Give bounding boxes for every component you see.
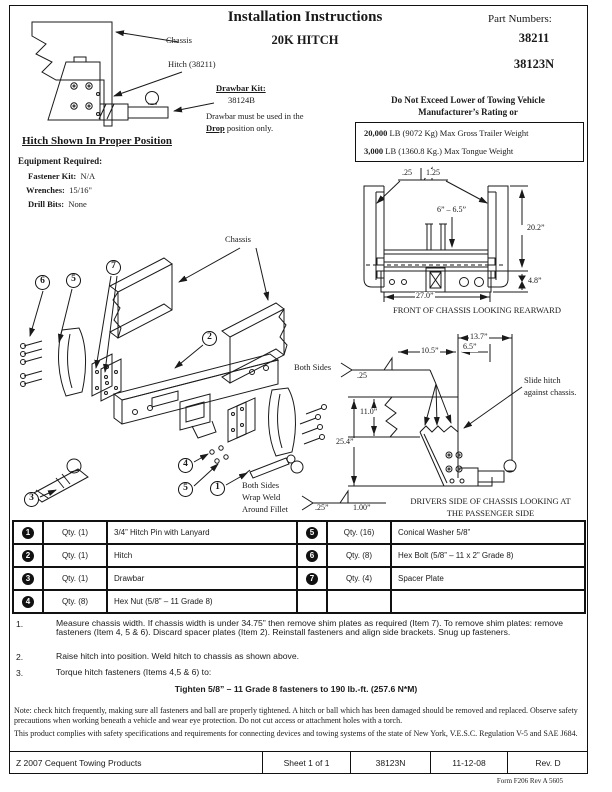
- weld-size-label: .25: [357, 371, 367, 380]
- dim-label-web: 11.0”: [360, 407, 378, 416]
- part-desc: Hitch: [114, 551, 133, 560]
- sheet-number: Sheet 1 of 1: [283, 758, 330, 768]
- hitch-label: Hitch (38211): [168, 59, 216, 69]
- part-desc-cell: [391, 590, 585, 613]
- drivers-view-caption-line1: DRIVERS SIDE OF CHASSIS LOOKING AT: [410, 496, 571, 506]
- part-number-2: 38123N: [513, 57, 555, 71]
- part-qty: Qty. (8): [61, 597, 89, 606]
- part-desc: Hex Bolt (5/8” – 11 x 2” Grade 8): [398, 551, 514, 560]
- drawbar-note-rest: position only.: [224, 123, 274, 133]
- step-text: Raise hitch into position. Weld hitch to chassis as shown above.: [56, 651, 299, 661]
- part-qty: Qty. (1): [61, 551, 89, 560]
- part-qty: Qty. (1): [61, 574, 89, 583]
- item-number-badge: 5: [306, 527, 318, 539]
- callout-2: 2: [202, 331, 217, 346]
- dim-label-drop: 4.8”: [528, 276, 542, 285]
- compliance-note: This product complies with safety specifications and requirements for connecting devices and towing systems of the state of New York, V.E.S.C. Regulation V-5 and SAE J684.: [14, 729, 578, 738]
- front-view-lineart: [364, 168, 528, 302]
- callout-7: 7: [106, 260, 121, 275]
- weld-size-label: .25: [402, 168, 412, 177]
- part-item-cell: [13, 521, 43, 544]
- date-cell: [430, 752, 507, 774]
- page-title: Installation Instructions: [227, 9, 383, 25]
- part-desc-cell: [391, 544, 585, 567]
- item-number-badge: 3: [22, 573, 34, 585]
- part-desc-cell: [107, 567, 297, 590]
- item-number-badge: 6: [306, 550, 318, 562]
- item-number-badge: 4: [22, 596, 34, 608]
- step-text: Torque hitch fasteners (Items 4,5 & 6) to:: [56, 667, 212, 677]
- equipment-label: Wrenches:: [26, 185, 65, 195]
- part-qty-cell: [43, 567, 107, 590]
- part-item-cell: [13, 567, 43, 590]
- part-qty-cell: [43, 521, 107, 544]
- part-item-cell: [297, 544, 327, 567]
- dim-label-width: 27.0”: [416, 291, 434, 300]
- callout-6: 6: [35, 275, 50, 290]
- dim-label-total: 25.4”: [336, 437, 354, 446]
- equipment-value: 15/16": [69, 185, 92, 195]
- part-qty-cell: [43, 544, 107, 567]
- callout-3: 3: [24, 492, 39, 507]
- part-desc: Hex Nut (5/8” – 11 Grade 8): [114, 597, 213, 606]
- rating-heading-line2: Manufacturer’s Rating or: [418, 107, 518, 117]
- form-number: Form F206 Rev A 5605: [496, 777, 563, 785]
- drawbar-kit-number: 38124B: [228, 95, 255, 105]
- part-item-cell: [297, 590, 327, 613]
- drawbar-kit-label: Drawbar Kit:: [216, 83, 266, 93]
- equipment-value: None: [68, 199, 87, 209]
- weld-size-label: .25”: [315, 503, 329, 512]
- part-qty: Qty. (16): [343, 528, 375, 537]
- item-number-badge: 7: [306, 573, 318, 585]
- part-item-cell: [297, 521, 327, 544]
- dim-label-height: 20.2”: [527, 223, 545, 232]
- copyright-text: Z 2007 Cequent Towing Products: [16, 758, 142, 768]
- part-desc-cell: [107, 521, 297, 544]
- equipment-value: N/A: [80, 171, 96, 181]
- part-qty: Qty. (1): [61, 528, 89, 537]
- part-desc: 3/4” Hitch Pin with Lanyard: [114, 528, 210, 537]
- front-view-caption: FRONT OF CHASSIS LOOKING REARWARD: [393, 305, 561, 315]
- rating-line-2: [364, 146, 513, 156]
- wrap-weld-label: Both Sides: [242, 480, 280, 490]
- part-qty-cell: [327, 567, 391, 590]
- chassis-label: Chassis: [166, 35, 192, 45]
- part-item-cell: [13, 590, 43, 613]
- part-qty-cell: [327, 544, 391, 567]
- rating-box: [355, 122, 584, 162]
- title-block: [9, 751, 588, 774]
- drawbar-note-line1: Drawbar must be used in the: [206, 111, 304, 121]
- step-text: Measure chassis width. If chassis width is under 34.75” then remove shim plates as required (Item 7). To remove shim plates: remove fasteners (Item 4, 5 & 6). Discard spacer plates (Item 2). Reinstall fasteners and align side brackets. Snug up fasteners.: [56, 618, 564, 638]
- rev-cell: [507, 752, 588, 774]
- rating-heading-line1: Do Not Exceed Lower of Towing Vehicle: [391, 95, 545, 105]
- item-number-badge: 1: [22, 527, 34, 539]
- callout-4: 4: [178, 458, 193, 473]
- chassis-label: Chassis: [225, 234, 251, 244]
- rating-weight-rest: LB (1360.8 Kg.) Max Tongue Weight: [383, 146, 514, 156]
- part-item-cell: [13, 544, 43, 567]
- step-number: 1.: [16, 619, 24, 629]
- callout-5b: 5: [178, 482, 193, 497]
- dim-label-rear: 13.7”: [470, 332, 488, 341]
- part-qty-cell: [43, 590, 107, 613]
- part-desc: Spacer Plate: [398, 574, 444, 583]
- callout-1: 1: [210, 481, 225, 496]
- equipment-item: [26, 185, 92, 195]
- weld-size-label: 1.25: [426, 168, 440, 177]
- rating-weight-rest: LB (9072 Kg) Max Gross Trailer Weight: [387, 128, 529, 138]
- part-qty: Qty. (8): [345, 551, 373, 560]
- part-qty-cell: [327, 590, 391, 613]
- part-number-cell: [350, 752, 430, 774]
- footer-part-number: 38123N: [375, 758, 406, 768]
- torque-spec: Tighten 5/8” – 11 Grade 8 fasteners to 190 lb.-ft. (257.6 N*M): [174, 684, 418, 694]
- dim-label-front: 10.5”: [421, 346, 439, 355]
- rating-weight: 20,000: [364, 128, 388, 138]
- part-desc-cell: [107, 544, 297, 567]
- part-item-cell: [297, 567, 327, 590]
- part-number-1: 38211: [518, 31, 550, 45]
- drawbar-note-drop: Drop: [206, 123, 225, 133]
- equipment-label: Fastener Kit:: [28, 171, 77, 181]
- safety-note: Note: check hitch frequently, making sure all fasteners and ball are properly tightened. A hitch or ball which has been damaged should be removed and replaced. Observe safety precautions when working beneath a vehicle and wear eye protection. Do not cut access or attachment holes with a torch.: [14, 706, 578, 725]
- parts-table: [12, 520, 586, 614]
- callout-5: 5: [66, 273, 81, 288]
- drivers-view-caption-line2: THE PASSENGER SIDE: [446, 508, 535, 518]
- dim-label-gap: 6” – 6.5”: [437, 205, 467, 214]
- rating-line-1: [364, 128, 528, 138]
- drawbar-note-line2: [206, 124, 273, 133]
- slide-hitch-note: Slide hitch: [524, 375, 561, 385]
- equipment-item: [28, 171, 95, 181]
- part-desc: Conical Washer 5/8”: [398, 528, 471, 537]
- part-desc-cell: [107, 590, 297, 613]
- both-sides-label: Both Sides: [294, 362, 332, 372]
- part-desc-cell: [391, 521, 585, 544]
- step-number: 2.: [16, 652, 24, 662]
- weld-length-label: 1.00”: [353, 503, 371, 512]
- side-view-caption: Hitch Shown In Proper Position: [22, 135, 172, 147]
- slide-hitch-note: against chassis.: [524, 387, 577, 397]
- part-desc: Drawbar: [114, 574, 145, 583]
- equipment-heading: Equipment Required:: [18, 156, 103, 166]
- wrap-weld-label: Around Fillet: [242, 504, 289, 514]
- part-qty: Qty. (4): [345, 574, 373, 583]
- revision-date: 11-12-08: [452, 758, 486, 768]
- sheet-cell: [262, 752, 350, 774]
- revision-letter: Rev. D: [535, 758, 561, 768]
- part-qty-cell: [327, 521, 391, 544]
- equipment-label: Drill Bits:: [28, 199, 65, 209]
- part-desc-cell: [391, 567, 585, 590]
- item-number-badge: 2: [22, 550, 34, 562]
- part-numbers-label: Part Numbers:: [488, 13, 552, 25]
- dim-label-mid: 6.5”: [463, 342, 477, 351]
- equipment-item: [28, 199, 87, 209]
- copyright-cell: [9, 752, 262, 774]
- step-number: 3.: [16, 668, 24, 678]
- rating-weight: 3,000: [364, 146, 384, 156]
- page-subtitle: 20K HITCH: [271, 33, 339, 47]
- wrap-weld-label: Wrap Weld: [242, 492, 281, 502]
